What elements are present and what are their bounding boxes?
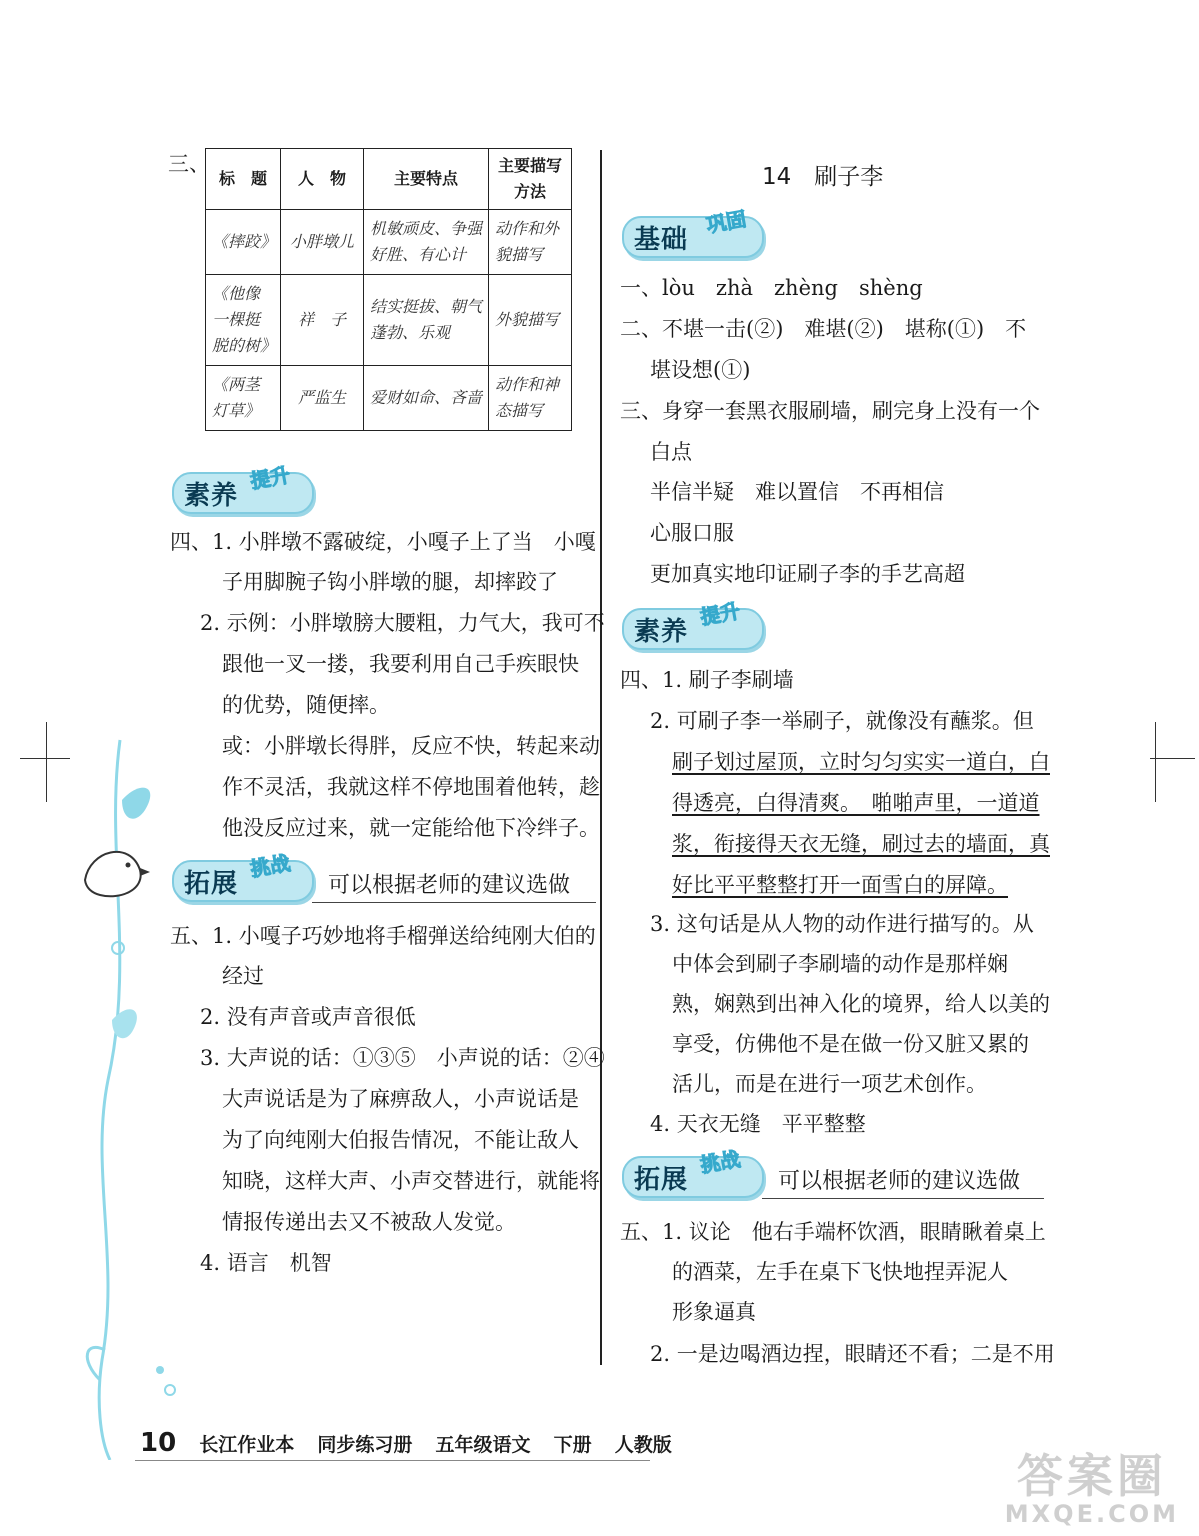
s4-line-8: 他没反应过来，就一定能给他下冷绊子。 (222, 816, 600, 840)
table-cell: 《两茎灯草》 (206, 366, 281, 431)
banner-suyang-right (622, 598, 772, 648)
r-s5-line-2: 的酒菜，左手在桌下飞快地捏弄泥人 (672, 1260, 1008, 1284)
table-header: 标 题 (206, 149, 281, 210)
banner-suyang-left (172, 462, 322, 512)
banner-accent: 提升 (248, 462, 293, 494)
s5-line-2: 经过 (222, 964, 264, 988)
banner-title: 基础 (634, 225, 689, 255)
column-divider (600, 150, 602, 1365)
table-cell: 动作和外貌描写 (489, 210, 572, 275)
s5-line-5: 大声说话是为了麻痹敌人，小声说话是 (222, 1087, 579, 1111)
table-header: 人 物 (281, 149, 364, 210)
table-cell: 小胖墩儿 (281, 210, 364, 275)
footer-item: 五年级语文 (435, 1433, 531, 1456)
r-s5-line-1: 五、1. 议论 他右手端杯饮酒，眼睛瞅着桌上 (620, 1220, 1046, 1244)
s4-line-2: 子用脚腕子钩小胖墩的腿，却摔跤了 (222, 570, 558, 594)
table-cell: 《摔跤》 (206, 210, 281, 275)
r-s5-line-3: 形象逼真 (672, 1300, 756, 1324)
table-row (206, 366, 572, 431)
crop-mark-left (20, 758, 70, 759)
s4-line-4: 跟他一叉一搂，我要利用自己手疾眼快 (222, 652, 579, 676)
table-row (206, 275, 572, 366)
crop-mark-left-v (46, 722, 47, 802)
table-cell: 结实挺拔、朝气蓬勃、乐观 (364, 275, 489, 366)
banner-note: 可以根据老师的建议选做 (328, 873, 571, 898)
banner-title: 拓展 (184, 869, 239, 899)
table-cell: 动作和神态描写 (489, 366, 572, 431)
watermark-url: MXQE.COM (1004, 1500, 1179, 1528)
crop-mark-right (1150, 758, 1195, 759)
s4-line-7: 作不灵活，我就这样不停地围着他转，趁 (222, 775, 600, 799)
footer-item: 长江作业本 (199, 1433, 295, 1456)
page-footer (140, 1428, 690, 1458)
basic-line-1: 一、lòu zhà zhèng shèng (620, 276, 923, 300)
footer-rule (135, 1460, 650, 1461)
r-s4-line-5: 浆，衔接得天衣无缝，刷过去的墙面，真 (672, 832, 1050, 856)
r-s4-line-11: 活儿，而是在进行一项艺术创作。 (672, 1072, 987, 1096)
r-s4-line-4: 得透亮，白得清爽。 啪啪声里，一道道 (672, 791, 1040, 815)
watermark-title: 答案圈 (1016, 1449, 1167, 1503)
r-s4-line-12: 4. 天衣无缝 平平整整 (650, 1112, 866, 1136)
banner-accent: 挑战 (248, 850, 293, 882)
table-cell: 外貌描写 (489, 275, 572, 366)
banner-accent: 挑战 (698, 1146, 743, 1178)
s5-line-9: 4. 语言 机智 (200, 1251, 332, 1275)
bird-icon (85, 852, 150, 896)
r-s4-line-6: 好比平平整整打开一面雪白的屏障。 (672, 873, 1008, 897)
banner-title: 拓展 (634, 1165, 689, 1195)
basic-line-4: 三、身穿一套黑衣服刷墙，刷完身上没有一个 (620, 399, 1040, 423)
basic-line-5: 白点 (650, 440, 692, 464)
footer-item: 同步练习册 (317, 1433, 413, 1456)
table-header-row (206, 149, 572, 210)
basic-line-7: 心服口服 (650, 521, 734, 545)
basic-line-3: 堪设想(①) (650, 358, 751, 382)
banner-jichu (622, 206, 772, 256)
r-s5-line-4: 2. 一是边喝酒边捏，眼睛还不看；二是不用 (650, 1342, 1055, 1366)
s4-line-6: 或：小胖墩长得胖，反应不快，转起来动 (222, 734, 600, 758)
banner-title: 素养 (184, 481, 239, 511)
s5-line-7: 知晓，这样大声、小声交替进行，就能将 (222, 1169, 600, 1193)
s5-line-3: 2. 没有声音或声音很低 (200, 1005, 416, 1029)
banner-accent: 巩固 (704, 206, 749, 238)
lesson-title: 14 刷子李 (762, 164, 884, 190)
r-s4-line-2: 2. 可刷子李一举刷子，就像没有蘸浆。但 (650, 709, 1034, 733)
basic-line-2: 二、不堪一击(②) 难堪(②) 堪称(①) 不 (620, 317, 1027, 341)
r-s4-line-7: 3. 这句话是从人物的动作进行描写的。从 (650, 912, 1034, 936)
footer-item: 下册 (553, 1433, 592, 1456)
banner-tuozhan-right (622, 1146, 1046, 1196)
r-s4-line-1: 四、1. 刷子李刷墙 (620, 668, 794, 692)
r-s4-line-9: 熟，娴熟到出神入化的境界，给人以美的 (672, 992, 1050, 1016)
table-cell: 机敏顽皮、争强好胜、有心计 (364, 210, 489, 275)
basic-line-6: 半信半疑 难以置信 不再相信 (650, 480, 944, 504)
banner-title: 素养 (634, 617, 689, 647)
r-s4-line-10: 享受，仿佛他不是在做一份又脏又累的 (672, 1032, 1029, 1056)
s4-line-1: 四、1. 小胖墩不露破绽，小嘎子上了当 小嘎 (170, 530, 596, 554)
footer-item: 人教版 (614, 1433, 672, 1456)
s4-line-5: 的优势，随便摔。 (222, 693, 390, 717)
table-cell: 《他像一棵挺脱的树》 (206, 275, 281, 366)
banner-note: 可以根据老师的建议选做 (778, 1169, 1021, 1194)
table-row (206, 210, 572, 275)
s5-line-8: 情报传递出去又不被敌人发觉。 (222, 1210, 516, 1234)
s5-line-1: 五、1. 小嘎子巧妙地将手榴弹送给纯刚大伯的 (170, 924, 596, 948)
basic-line-8: 更加真实地印证刷子李的手艺高超 (650, 562, 965, 586)
watermark (1005, 1440, 1179, 1528)
table-header: 主要描写方法 (489, 149, 572, 210)
banner-accent: 提升 (698, 598, 743, 630)
table-cell: 严监生 (281, 366, 364, 431)
s5-line-4: 3. 大声说的话：①③⑤ 小声说的话：②④ (200, 1046, 605, 1070)
section-3-label: 三、 (168, 152, 210, 176)
page-number: 10 (140, 1428, 177, 1458)
crop-mark-right-v (1155, 722, 1156, 802)
table-cell: 祥 子 (281, 275, 364, 366)
r-s4-line-8: 中体会到刷子李刷墙的动作是那样娴 (672, 952, 1008, 976)
s4-line-3: 2. 示例：小胖墩膀大腰粗，力气大，我可不 (200, 611, 605, 635)
decorative-vine (60, 700, 200, 1460)
s5-line-6: 为了向纯刚大伯报告情况，不能让敌人 (222, 1128, 579, 1152)
table-header: 主要特点 (364, 149, 489, 210)
table-cell: 爱财如命、吝啬 (364, 366, 489, 431)
character-table (205, 148, 572, 431)
banner-tuozhan-left (172, 850, 598, 900)
r-s4-line-3: 刷子划过屋顶，立时匀匀实实一道白，白 (672, 750, 1050, 774)
